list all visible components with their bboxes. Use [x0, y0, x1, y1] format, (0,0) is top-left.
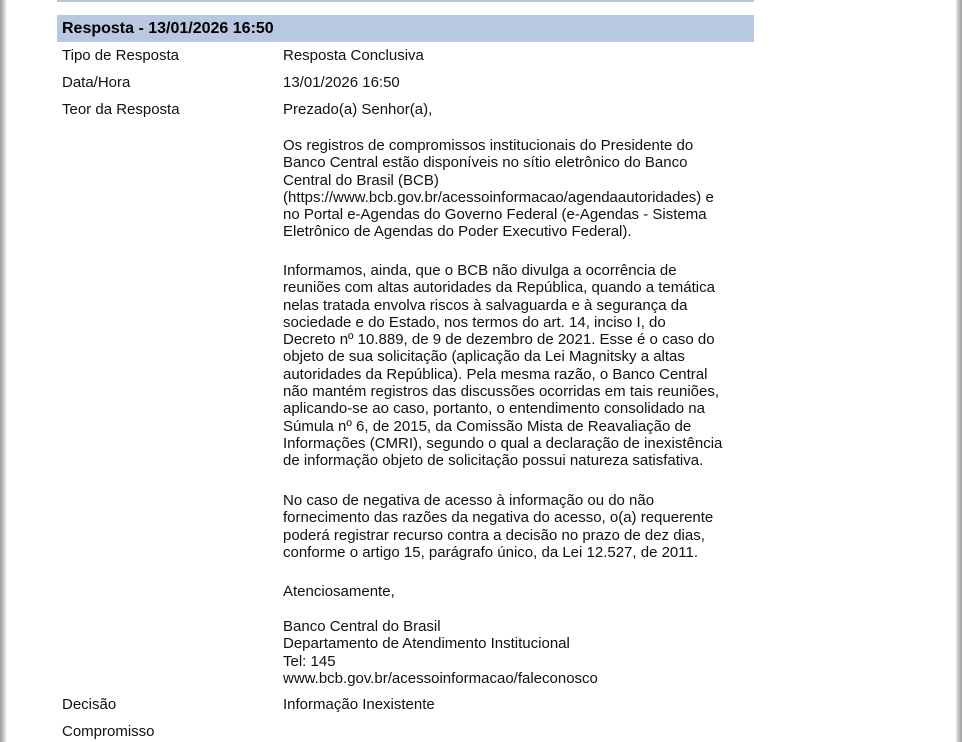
text-line: Decreto nº 10.889, de 9 de dezembro de 2021. Esse é o caso do: [283, 331, 715, 349]
text-line: (https://www.bcb.gov.br/acessoinformacao/agendaautoridades) e: [283, 188, 714, 206]
text-line: objeto de sua solicitação (aplicação da Lei Magnitsky a altas: [283, 348, 685, 366]
text-line: Central do Brasil (BCB): [283, 171, 439, 189]
text-line: sociedade e do Estado, nos termos do art. 14, inciso I, do: [283, 313, 666, 331]
tipo-resposta-label: Tipo de Resposta: [62, 47, 180, 64]
teor-paragraph-1: [283, 137, 763, 241]
top-rule: [57, 0, 754, 2]
text-line: nelas tratada envolva riscos à salvaguarda e à segurança da: [283, 296, 688, 314]
teor-signature: [283, 618, 763, 687]
text-line: Informamos, ainda, que o BCB não divulga a ocorrência de: [283, 262, 677, 279]
text-line: Súmula nº 6, de 2015, da Comissão Mista de Reavaliação de: [283, 417, 692, 435]
text-line: reuniões com altas autoridades da República, quando a temática: [283, 279, 715, 297]
teor-resposta-label: Teor da Resposta: [62, 101, 180, 118]
text-line: conforme o artigo 15, parágrafo único, da Lei 12.527, de 2011.: [283, 543, 699, 561]
text-line: autoridades da República). Pela mesma razão, o Banco Central: [283, 365, 708, 383]
text-line: Os registros de compromissos institucionais do Presidente do: [283, 137, 694, 154]
page-edge-left: [0, 0, 6, 742]
data-hora-value: 13/01/2026 16:50: [283, 74, 400, 91]
text-line: no Portal e-Agendas do Governo Federal (e-Agendas - Sistema: [283, 206, 707, 224]
data-hora-label: Data/Hora: [62, 74, 131, 91]
teor-closing: Atenciosamente,: [283, 583, 395, 600]
tipo-resposta-value: Resposta Conclusiva: [283, 47, 424, 64]
signature-link[interactable]: www.bcb.gov.br/acessoinformacao/faleconosco: [283, 669, 598, 687]
text-line: aplicando-se ao caso, portanto, o entendimento consolidado na: [283, 400, 705, 418]
compromisso-label: Compromisso: [62, 723, 155, 740]
text-line: Eletrônico de Agendas do Poder Executivo Federal).: [283, 223, 632, 241]
signature-line: Tel: 145: [283, 652, 336, 670]
section-header: Resposta - 13/01/2026 16:50: [57, 15, 754, 42]
text-line: Banco Central estão disponíveis no sítio eletrônico do Banco: [283, 154, 688, 172]
text-line: de informação objeto de solicitação possui natureza satisfativa.: [283, 452, 704, 470]
teor-paragraph-2: [283, 262, 763, 470]
text-line: No caso de negativa de acesso à informação ou do não: [283, 492, 655, 509]
text-line: Informações (CMRI), segundo o qual a declaração de inexistência: [283, 434, 723, 452]
text-line: fornecimento das razões da negativa do acesso, o(a) requerente: [283, 509, 714, 527]
text-line: não mantém registros das discussões ocorridas em tais reuniões,: [283, 383, 720, 401]
decisao-label: Decisão: [62, 696, 117, 713]
page-edge-right: [956, 0, 962, 742]
signature-line: Departamento de Atendimento Institucional: [283, 635, 570, 653]
teor-paragraph-3: [283, 492, 763, 561]
teor-greeting: Prezado(a) Senhor(a),: [283, 101, 433, 118]
text-line: poderá registrar recurso contra a decisão no prazo de dez dias,: [283, 526, 705, 544]
signature-line: Banco Central do Brasil: [283, 618, 441, 635]
decisao-value: Informação Inexistente: [283, 696, 435, 713]
